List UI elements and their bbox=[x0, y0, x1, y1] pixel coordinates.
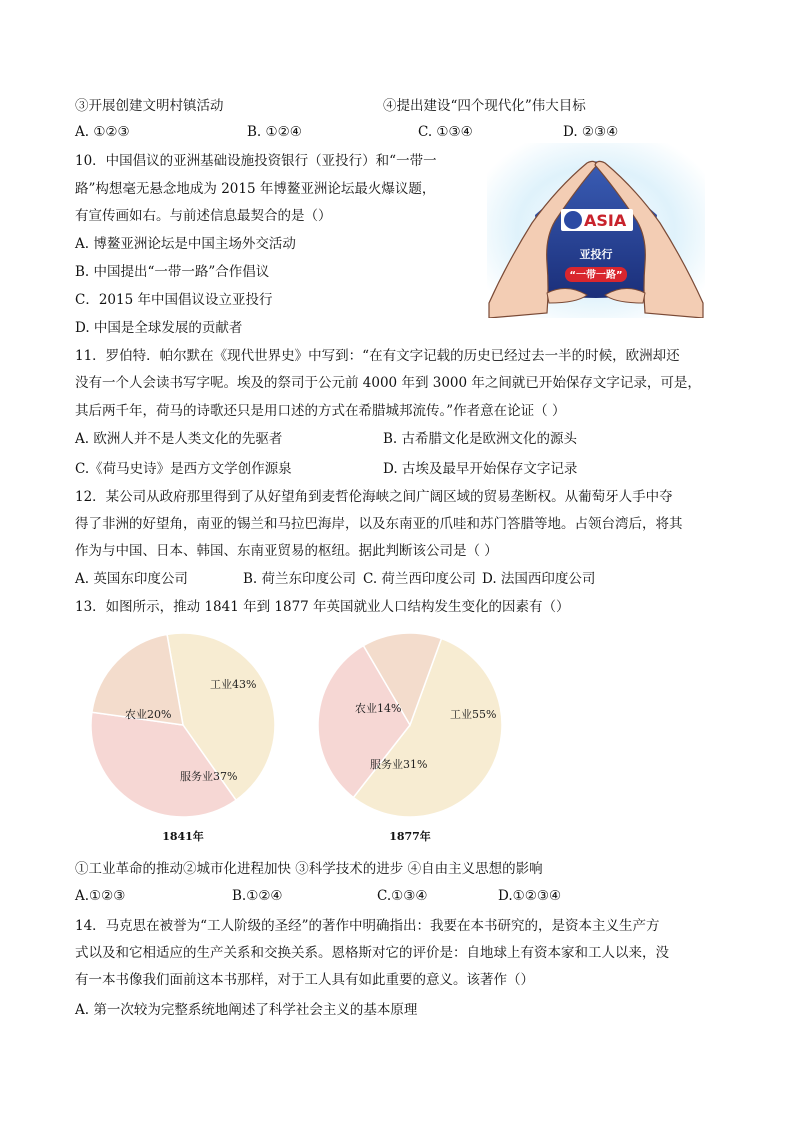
q9-option-4: ④提出建设“四个现代化”伟大目标 bbox=[383, 98, 586, 114]
q10-option-d: D. 中国是全球发展的贡献者 bbox=[75, 320, 243, 336]
q13-stem: 13．如图所示，推动 1841 年到 1877 年英国就业人口结构发生变化的因素有（） bbox=[75, 599, 570, 615]
pie-0-label-2: 农业20% bbox=[125, 708, 172, 721]
q9-choice-a: A. ①②③ bbox=[75, 124, 130, 140]
q11-stem-line2: 没有一个人会读书写字呢。埃及的祭司于公元前 4000 年到 3000 年之间就已开始保存文字记录，可是， bbox=[75, 375, 701, 391]
poster-line2: “一带一路” bbox=[569, 270, 623, 281]
q10-option-b: B. 中国提出“一带一路”合作倡议 bbox=[75, 264, 270, 280]
q13-choice-b: B.①②④ bbox=[232, 888, 283, 904]
q12-option-a: A. 英国东印度公司 bbox=[75, 571, 188, 587]
pie-0-title: 1841年 bbox=[162, 830, 204, 843]
q12-stem-line3: 作为与中国、日本、韩国、东南亚贸易的枢纽。据此判断该公司是（ ） bbox=[75, 543, 498, 559]
q14-stem-line3: 有一本书像我们面前这本书那样，对于工人具有如此重要的意义。该著作（） bbox=[75, 972, 534, 988]
q9-choice-c: C. ①③④ bbox=[418, 124, 473, 140]
q11-stem-line3: 其后两千年，荷马的诗歌还只是用口述的方式在希腊城邦流传。”作者意在论证（ ） bbox=[75, 403, 566, 419]
q11-stem-line1: 11．罗伯特．帕尔默在《现代世界史》中写到：“在有文字记载的历史已经过去一半的时候，欧洲却还 bbox=[75, 348, 680, 364]
q10-option-a: A. 博鳌亚洲论坛是中国主场外交活动 bbox=[75, 236, 296, 252]
q12-option-b: B. 荷兰东印度公司 bbox=[243, 571, 357, 587]
q12-stem-line2: 得了非洲的好望角，南亚的锡兰和马拉巴海岸，以及东南亚的爪哇和苏门答腊等地。占领台湾后，将其 bbox=[75, 516, 683, 532]
pie-1-label-0: 工业55% bbox=[450, 708, 497, 721]
q14-option-a: A. 第一次较为完整系统地阐述了科学社会主义的基本原理 bbox=[75, 1002, 418, 1018]
q13-choice-a: A.①②③ bbox=[75, 888, 126, 904]
poster-logo-text: ASIA bbox=[584, 211, 627, 230]
q9-choice-b: B. ①②④ bbox=[247, 124, 302, 140]
q11-option-b: B. 古希腊文化是欧洲文化的源头 bbox=[383, 431, 578, 447]
q9-option-3: ③开展创建文明村镇活动 bbox=[75, 98, 224, 114]
pie-0-label-0: 工业43% bbox=[210, 678, 257, 691]
q11-option-d: D. 古埃及最早开始保存文字记录 bbox=[383, 461, 578, 477]
q10-stem-line2: 路”构想毫无悬念地成为 2015 年博鳌亚洲论坛最火爆议题， bbox=[75, 181, 436, 197]
q10-stem-line1: 10．中国倡议的亚洲基础设施投资银行（亚投行）和“一带一 bbox=[75, 153, 437, 169]
q13-choice-c: C.①③④ bbox=[377, 888, 428, 904]
q11-option-c: C.《荷马史诗》是西方文学创作源泉 bbox=[75, 461, 292, 477]
pie-1-label-2: 农业14% bbox=[355, 702, 402, 715]
q9-choice-d: D. ②③④ bbox=[563, 124, 619, 140]
q13-factors: ①工业革命的推动②城市化进程加快 ③科学技术的进步 ④自由主义思想的影响 bbox=[75, 861, 543, 877]
aiib-poster-illustration bbox=[487, 143, 705, 318]
pie-0-label-1: 服务业37% bbox=[180, 770, 238, 783]
q11-option-a: A. 欧洲人并不是人类文化的先驱者 bbox=[75, 431, 283, 447]
q14-stem-line2: 式以及和它相适应的生产关系和交换关系。恩格斯对它的评价是：自地球上有资本家和工人以来，没 bbox=[75, 945, 669, 961]
q10-option-c: C．2015 年中国倡议设立亚投行 bbox=[75, 292, 273, 308]
pie-1-label-1: 服务业31% bbox=[370, 758, 428, 771]
q12-option-c: C. 荷兰西印度公司 bbox=[363, 571, 476, 587]
q10-stem-line3: 有宣传画如右。与前述信息最契合的是（） bbox=[75, 208, 332, 224]
q13-choice-d: D.①②③④ bbox=[498, 888, 562, 904]
employment-pie-charts bbox=[80, 630, 520, 855]
q12-stem-line1: 12．某公司从政府那里得到了从好望角到麦哲伦海峡之间广阔区域的贸易垄断权。从葡萄牙人手中夺 bbox=[75, 489, 673, 505]
q12-option-d: D. 法国西印度公司 bbox=[482, 571, 596, 587]
pie-1-title: 1877年 bbox=[389, 830, 431, 843]
poster-line1: 亚投行 bbox=[579, 248, 613, 261]
q14-stem-line1: 14．马克思在被誉为“工人阶级的圣经”的著作中明确指出：我要在本书研究的，是资本主义生产方 bbox=[75, 918, 660, 934]
